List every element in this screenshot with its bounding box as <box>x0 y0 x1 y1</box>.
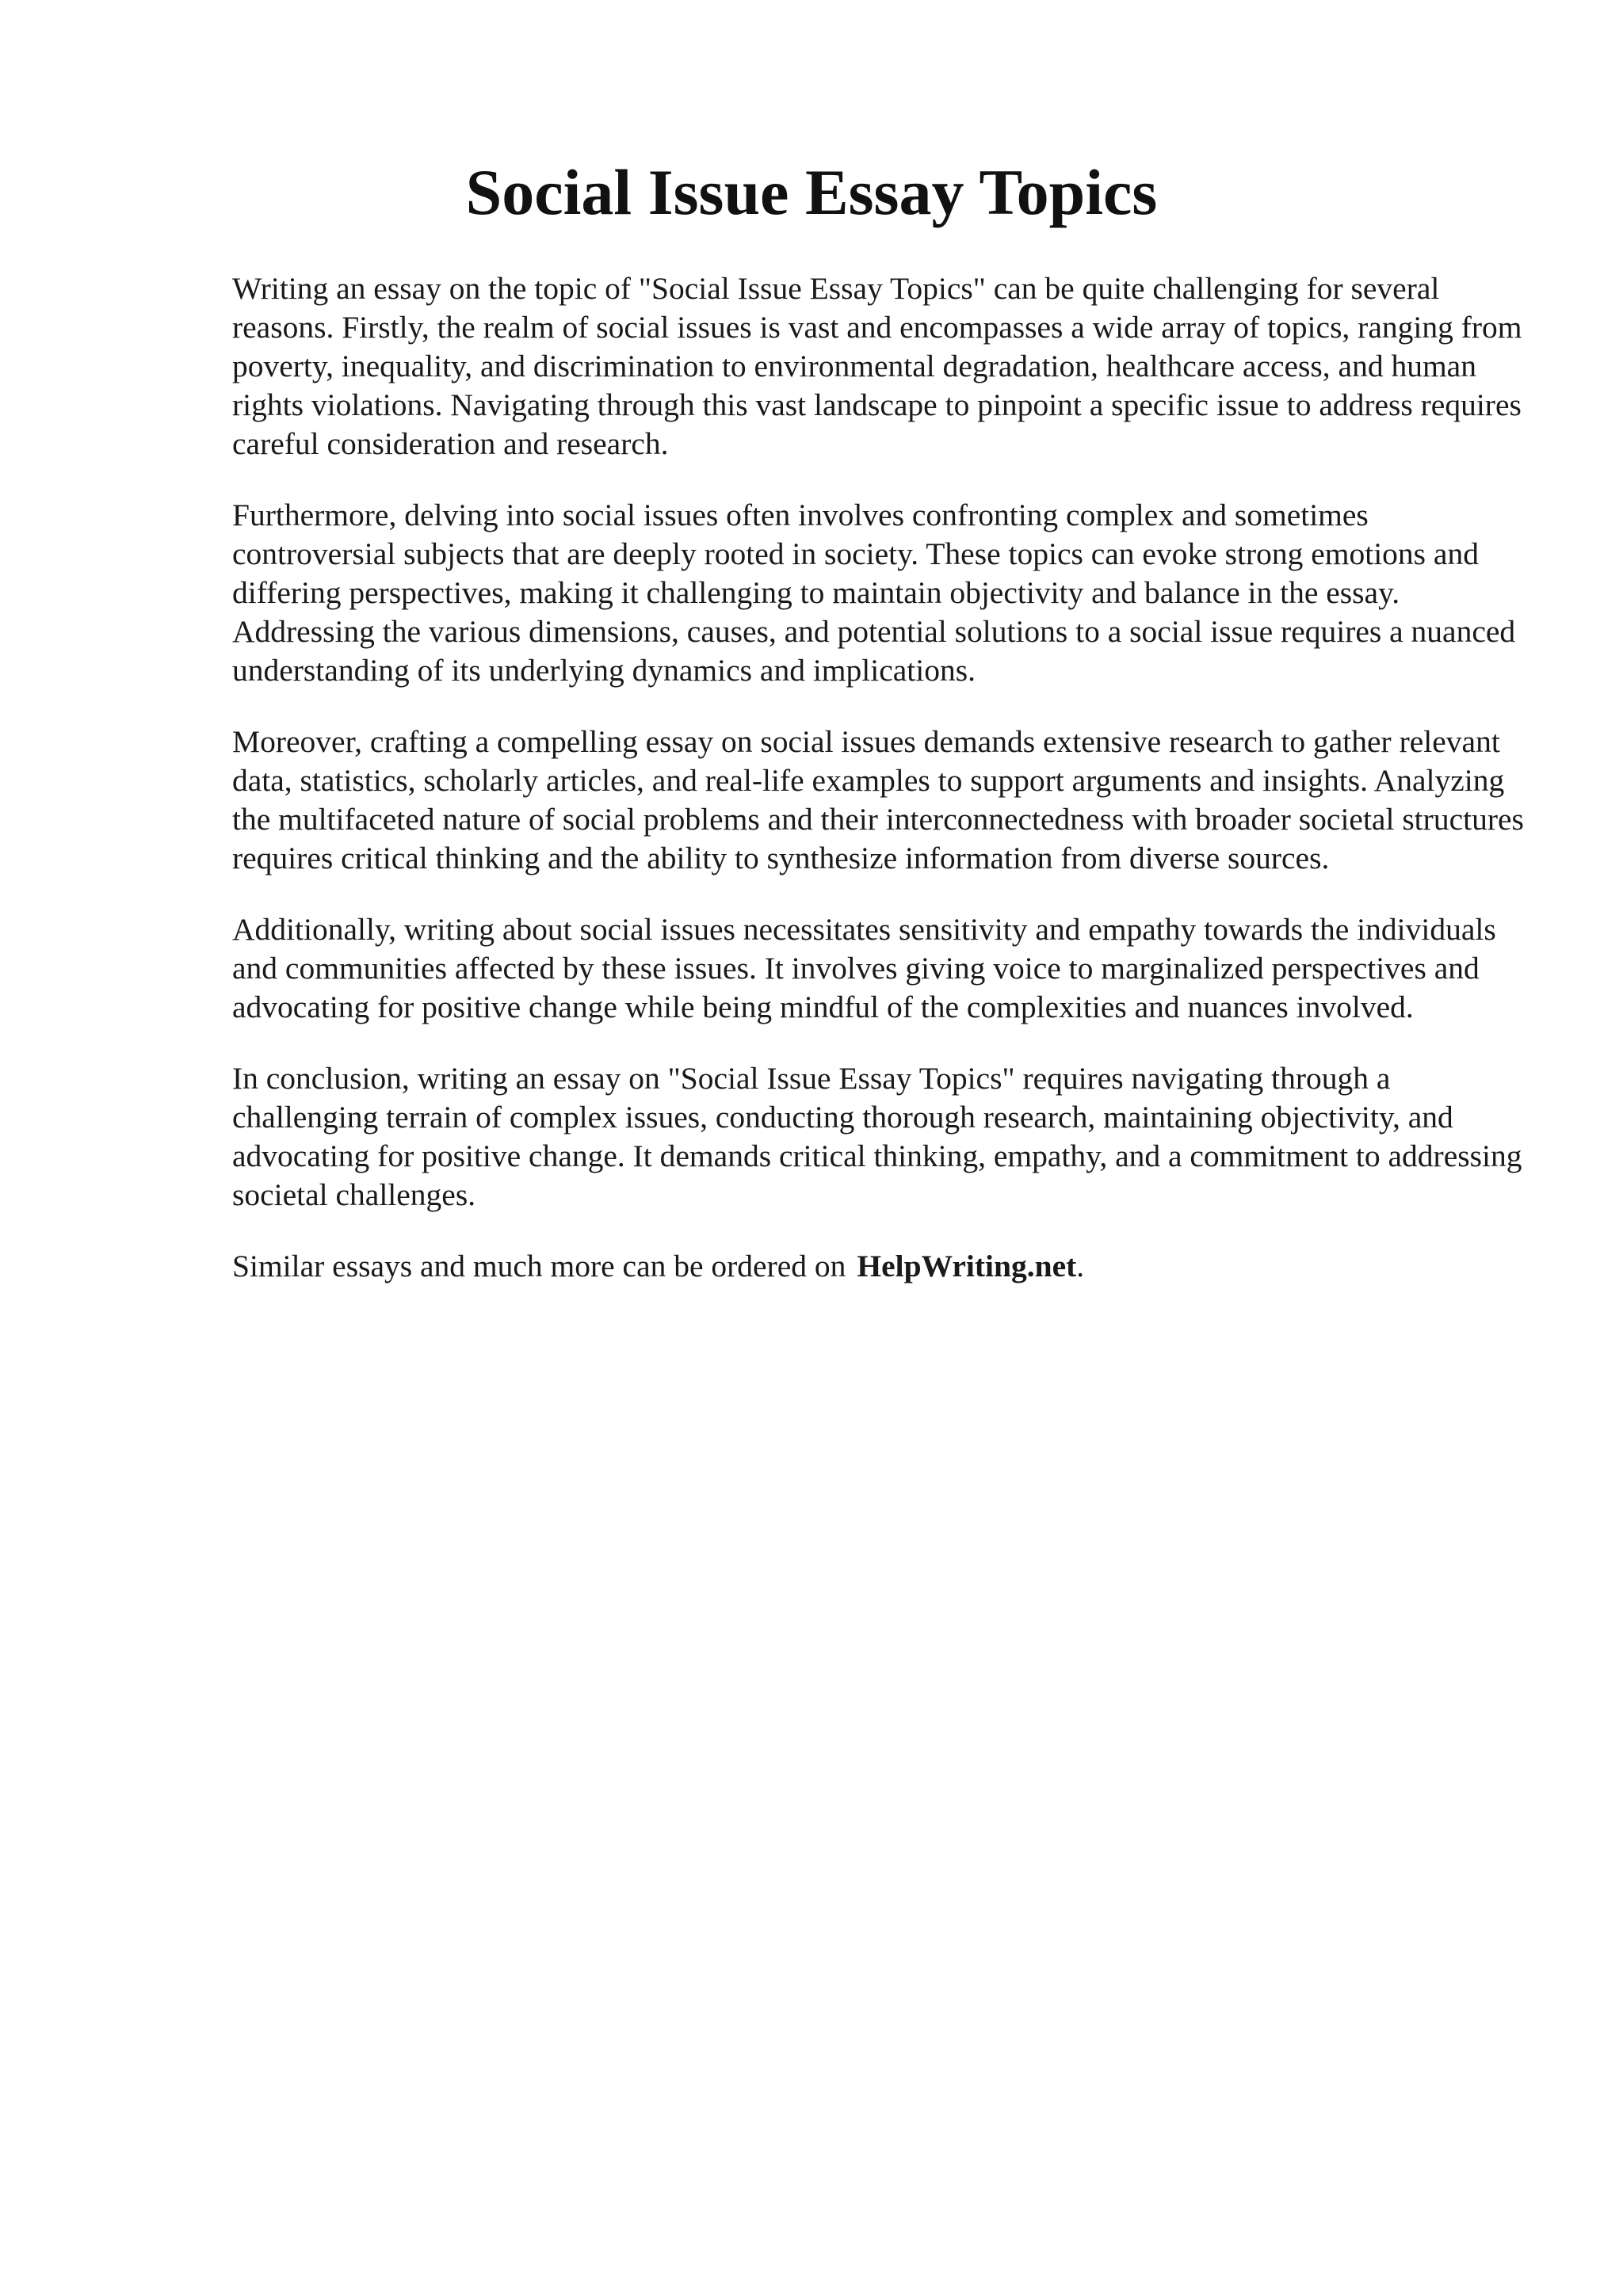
paragraph-3: Moreover, crafting a compelling essay on social issues demands extensive research to gather relevant data, statistics, scholarly articles, and real-life examples to support arguments and insights. Analyzing the multifaceted nature of social problems and their interconnectedness with broader societal structures requires critical thinking and the ability to synthesize information from diverse sources. <box>232 724 1524 875</box>
document-body <box>232 269 1532 1286</box>
paragraph-4: Additionally, writing about social issues necessitates sensitivity and empathy towards the individuals and communities affected by these issues. It involves giving voice to marginalized perspectives and advocating for positive change while being mindful of the complexities and nuances involved. <box>232 912 1496 1024</box>
paragraph-5: In conclusion, writing an essay on "Social Issue Essay Topics" requires navigating through a challenging terrain of complex issues, conducting thorough research, maintaining objectivity, and advocating for positive change. It demands critical thinking, empathy, and a commitment to addressing societal challenges. <box>232 1061 1522 1212</box>
paragraph-1: Writing an essay on the topic of "Social Issue Essay Topics" can be quite challenging for several reasons. Firstly, the realm of social issues is vast and encompasses a wide array of topics, ranging from poverty, inequality, and discrimination to environmental degradation, healthcare access, and human rights violations. Navigating through this vast landscape to pinpoint a specific issue to address requires careful consideration and research. <box>232 271 1522 461</box>
closing-line <box>232 1247 1532 1286</box>
page-title: Social Issue Essay Topics <box>465 156 1158 228</box>
closing-period: . <box>1076 1249 1085 1283</box>
helpwriting-link[interactable]: HelpWriting.net <box>857 1249 1077 1283</box>
closing-text: Similar essays and much more can be ordered on <box>232 1249 846 1283</box>
paragraph-2: Furthermore, delving into social issues often involves confronting complex and sometimes controversial subjects that are deeply rooted in society. These topics can evoke strong emotions and differing perspectives, making it challenging to maintain objectivity and balance in the essay. Addressing the various dimensions, causes, and potential solutions to a social issue requires a nuanced understanding of its underlying dynamics and implications. <box>232 498 1516 688</box>
